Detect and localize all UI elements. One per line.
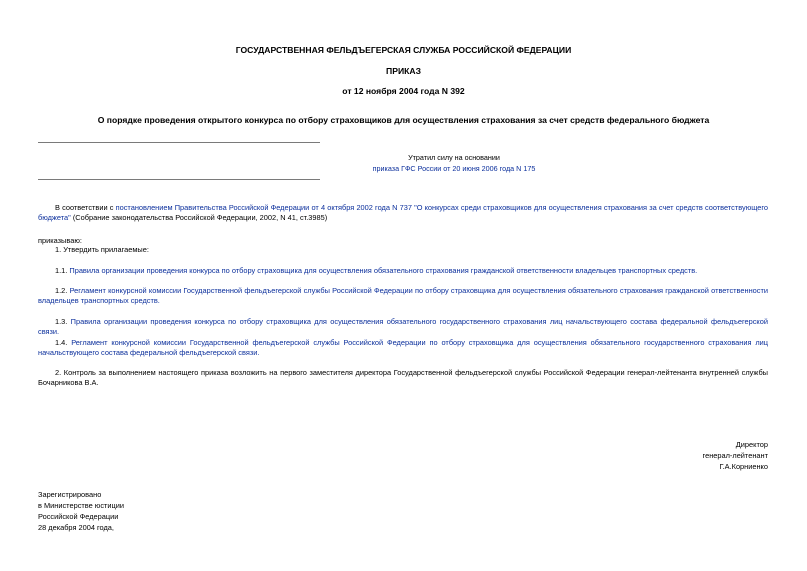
item-1: 1. Утвердить прилагаемые:	[55, 245, 149, 254]
item-1-3-number: 1.3.	[55, 317, 71, 326]
item-1-1-number: 1.1.	[55, 266, 70, 275]
doc-type: ПРИКАЗ	[386, 66, 421, 76]
status-note: Утратил силу на основании	[408, 153, 500, 162]
registration-line-4: 28 декабря 2004 года,	[38, 523, 114, 532]
divider-top	[38, 142, 320, 143]
registration-line-2: в Министерстве юстиции	[38, 501, 125, 510]
date-number: от 12 ноября 2004 года N 392	[342, 86, 465, 96]
signature-rank: генерал-лейтенант	[702, 451, 768, 460]
document-subject: О порядке проведения открытого конкурса по отбору страховщиков для осуществления страхования за счет средств федерального бюджета	[97, 115, 710, 125]
registration-line-3: Российской Федерации	[38, 512, 119, 521]
item-1-4-link[interactable]: Регламент конкурсной комиссии Государственной фельдъегерской службы Российской Федерации по отбору страховщика для осуществления обязательного государственного страхования лиц начальствующего состава федеральной фельдъегерской связи.	[38, 338, 769, 357]
item-1-3-link[interactable]: Правила организации проведения конкурса по отбору страховщика для осуществления обязательного государственного страхования лиц начальствующего состава федеральной фельдъегерской связи.	[38, 317, 768, 336]
item-2: 2. Контроль за выполнением настоящего приказа возложить на первого заместителя директора Государственной фельдъегерской службы Российской Федерации генерал-лейтенанта внутренней службы Бочарникова В.А.	[38, 368, 768, 387]
item-1-2-number: 1.2.	[55, 286, 70, 295]
preamble-intro: В соответствии с	[55, 203, 116, 212]
signature-name: Г.А.Корниенко	[719, 462, 768, 471]
preamble	[38, 203, 768, 223]
registration-line-1: Зарегистрировано	[38, 490, 102, 499]
item-1-3	[38, 317, 768, 337]
divider-bottom	[38, 179, 320, 180]
status-note-link[interactable]: приказа ГФС России от 20 июня 2006 года N 175	[372, 164, 536, 173]
item-1-2-link[interactable]: Регламент конкурсной комиссии Государственной фельдъегерской службы Российской Федерации по отбору страховщика для осуществления обязательного страхования гражданской ответственности владельцев транспортных средств.	[38, 286, 768, 305]
agency-title: ГОСУДАРСТВЕННАЯ ФЕЛЬДЪЕГЕРСКАЯ СЛУЖБА РОССИЙСКОЙ ФЕДЕРАЦИИ	[235, 45, 572, 55]
signature-position: Директор	[735, 440, 768, 449]
order-word: приказываю:	[38, 236, 82, 245]
preamble-tail: (Собрание законодательства Российской Федерации, 2002, N 41, ст.3985)	[70, 213, 328, 222]
item-1-1-link[interactable]: Правила организации проведения конкурса по отбору страховщика для осуществления обязательного страхования гражданской ответственности владельцев транспортных средств.	[69, 266, 698, 275]
decree-link[interactable]: постановлением Правительства Российской Федерации от 4 октября 2002 года N 737 "О конкурсах среди страховщиков для осуществления страхования за счет средств соответствующего бюджета"	[38, 203, 769, 222]
item-1-1	[38, 266, 768, 276]
item-1-4	[38, 338, 768, 358]
status-note-link-wrap	[300, 164, 608, 174]
item-1-4-number: 1.4.	[55, 338, 72, 347]
item-1-2	[38, 286, 768, 306]
